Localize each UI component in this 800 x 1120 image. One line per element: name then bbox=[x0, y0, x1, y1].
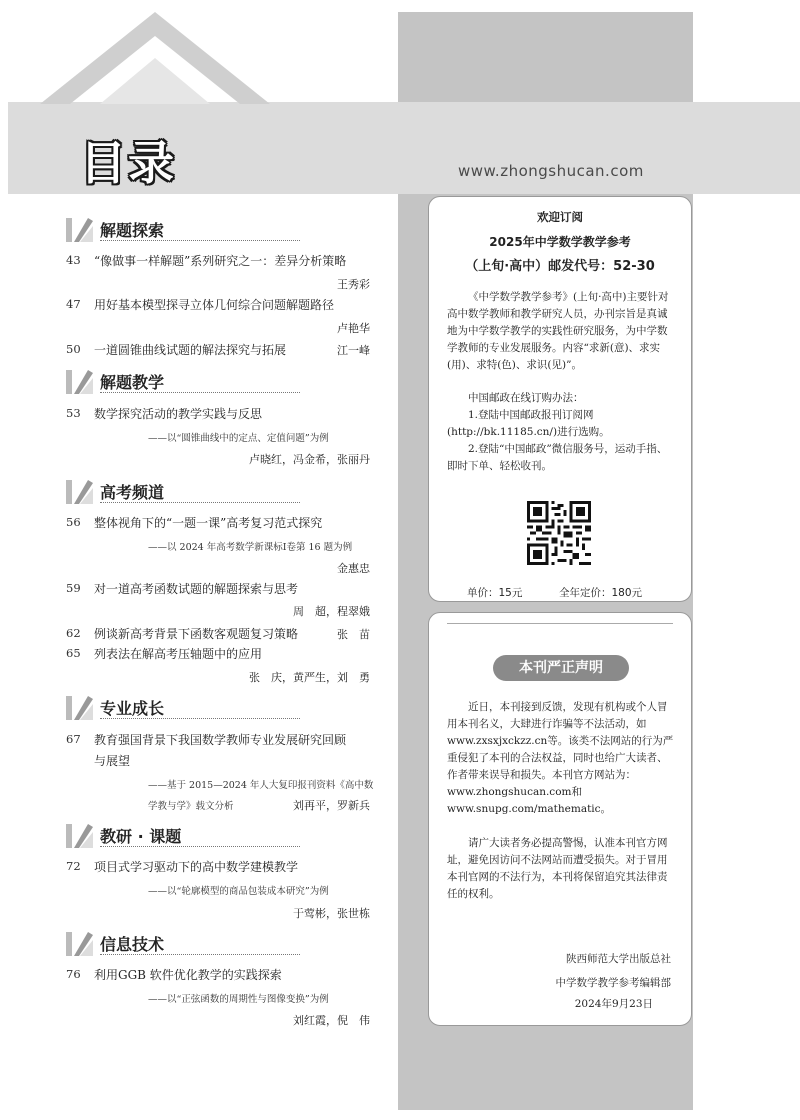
article-author: 刘再平，罗新兵 bbox=[293, 799, 370, 812]
section-divider bbox=[100, 392, 300, 393]
article-title[interactable]: 列表法在解高考压轴题中的应用 bbox=[94, 647, 263, 661]
notice-box bbox=[428, 612, 692, 1026]
section-divider bbox=[100, 954, 300, 955]
page-number: 59 bbox=[66, 581, 81, 595]
page-number: 65 bbox=[66, 646, 81, 660]
subscribe-step-2: 2.登陆“中国邮政”微信服务号，运动手指、即时下单、轻松收刊。 bbox=[447, 443, 668, 472]
page-number: 62 bbox=[66, 626, 81, 640]
notice-publisher: 陕西师范大学出版总社 bbox=[566, 953, 671, 965]
article-title[interactable]: “像做事一样解题”系列研究之一：差异分析策略 bbox=[94, 254, 347, 268]
section-title: 解题教学 bbox=[100, 373, 165, 392]
article-title[interactable]: 用好基本模型探寻立体几何综合问题解题路径 bbox=[94, 298, 335, 312]
article-author: 卢艳华 bbox=[337, 322, 370, 335]
article-author: 江一峰 bbox=[337, 344, 370, 357]
qr-code-icon[interactable] bbox=[527, 501, 591, 565]
section-divider bbox=[100, 718, 300, 719]
page-number: 56 bbox=[66, 515, 81, 529]
unit-price: 单价：15元 bbox=[467, 587, 523, 599]
page-number: 47 bbox=[66, 297, 81, 311]
page-number: 53 bbox=[66, 406, 81, 420]
article-title[interactable]: 利用GGB 软件优化教学的实践探索 bbox=[94, 968, 282, 982]
article-author: 卢晓红，冯金希，张丽丹 bbox=[249, 453, 370, 466]
notice-title: 本刊严正声明 bbox=[493, 655, 629, 681]
article-author: 王秀彩 bbox=[337, 278, 370, 291]
notice-date: 2024年9月23日 bbox=[574, 998, 653, 1010]
page-number: 43 bbox=[66, 253, 81, 267]
article-title[interactable]: 对一道高考函数试题的解题探索与思考 bbox=[94, 582, 299, 596]
page-title: 目录 bbox=[80, 136, 176, 190]
section-logo-icon bbox=[64, 692, 96, 722]
subscribe-postal-code: （上旬·高中）邮发代号：52-30 bbox=[465, 259, 655, 274]
subscribe-method-title: 中国邮政在线订购办法： bbox=[468, 392, 584, 404]
article-title[interactable]: 整体视角下的“一题一课”高考复习范式探究 bbox=[94, 516, 323, 530]
article-author: 张 庆，黄严生，刘 勇 bbox=[249, 671, 370, 684]
section-title: 高考频道 bbox=[100, 483, 165, 502]
section-logo-icon bbox=[64, 366, 96, 396]
section-logo-icon bbox=[64, 928, 96, 958]
subscribe-welcome: 欢迎订阅 bbox=[537, 210, 583, 224]
article-title[interactable]: 教育强国背景下我国数学教师专业发展研究回顾 bbox=[94, 733, 347, 747]
article-title[interactable]: 一道圆锥曲线试题的解法探究与拓展 bbox=[94, 343, 287, 357]
page-number: 67 bbox=[66, 732, 81, 746]
page-number: 72 bbox=[66, 859, 81, 873]
article-subtitle: ——以“正弦函数的周期性与图像变换”为例 bbox=[148, 994, 329, 1005]
section-logo-icon bbox=[64, 476, 96, 506]
roof-decoration-icon bbox=[40, 12, 270, 104]
article-author: 张 苗 bbox=[337, 628, 370, 641]
article-author: 金惠忠 bbox=[337, 562, 370, 575]
page-number: 76 bbox=[66, 967, 81, 981]
article-title[interactable]: 项目式学习驱动下的高中数学建模教学 bbox=[94, 860, 299, 874]
section-title: 专业成长 bbox=[100, 699, 165, 718]
section-logo-icon bbox=[64, 820, 96, 850]
article-author: 于莺彬，张世栋 bbox=[293, 907, 370, 920]
subscribe-intro: 《中学数学教学参考》(上旬·高中)主要针对高中数学教师和教学研究人员，办刊宗旨是真诚地为中学数学教学的实践性研究服务，为中学数学教师的专业发展服务。内容“求新(意)、求实(用)、求特(色)、求识(见)”。 bbox=[447, 291, 669, 371]
article-subtitle: ——以“轮廓模型的商品包装成本研究”为例 bbox=[148, 886, 329, 897]
notice-paragraph-2: 请广大读者务必提高警惕，认准本刊官方网址，避免因访问不法网站而遭受损失。对于冒用本刊官网的不法行为，本刊将保留追究其法律责任的权利。 bbox=[447, 837, 668, 900]
article-subtitle: ——以 2024 年高考数学新课标Ⅰ卷第 16 题为例 bbox=[148, 542, 353, 553]
article-author: 周 超，程翠娥 bbox=[293, 605, 370, 618]
article-subtitle-continued: 学教与学》载文分析 bbox=[148, 801, 234, 812]
notice-divider bbox=[447, 623, 673, 624]
section-title: 解题探索 bbox=[100, 221, 165, 240]
section-title: 信息技术 bbox=[100, 935, 165, 954]
section-divider bbox=[100, 502, 300, 503]
section-divider bbox=[100, 846, 300, 847]
notice-paragraph-1: 近日，本刊接到反馈，发现有机构或个人冒用本刊名义，大肆进行诈骗等不法活动，如www.zxsxjxckzz.cn等。该类不法网站的行为严重侵犯了本刊的合法权益，同时也给广大读者、作者带来误导和损失。本刊官方网站为：www.zhongshucan.com和www.snupg.com/mathematic。 bbox=[447, 701, 674, 815]
article-subtitle: ——以“圆锥曲线中的定点、定值问题”为例 bbox=[148, 433, 329, 444]
section-logo-icon bbox=[64, 214, 96, 244]
article-title[interactable]: 例谈新高考背景下函数客观题复习策略 bbox=[94, 627, 299, 641]
section-title: 教研 · 课题 bbox=[100, 827, 182, 846]
article-title[interactable]: 数学探究活动的教学实践与反思 bbox=[94, 407, 263, 421]
article-title-continued[interactable]: 与展望 bbox=[94, 754, 131, 768]
section-divider bbox=[100, 240, 300, 241]
header-website[interactable]: www.zhongshucan.com bbox=[458, 162, 644, 180]
subscribe-step-1: 1.登陆中国邮政报刊订阅网(http://bk.11185.cn/)进行选购。 bbox=[447, 409, 610, 438]
annual-price: 全年定价：180元 bbox=[559, 587, 643, 599]
article-author: 刘红霞，倪 伟 bbox=[293, 1014, 370, 1027]
article-subtitle: ——基于 2015—2024 年人大复印报刊资料《高中数 bbox=[148, 780, 374, 791]
subscribe-box bbox=[428, 196, 692, 602]
page-number: 50 bbox=[66, 342, 81, 356]
notice-department: 中学数学教学参考编辑部 bbox=[555, 977, 671, 989]
subscribe-journal: 2025年中学数学教学参考 bbox=[489, 235, 631, 249]
